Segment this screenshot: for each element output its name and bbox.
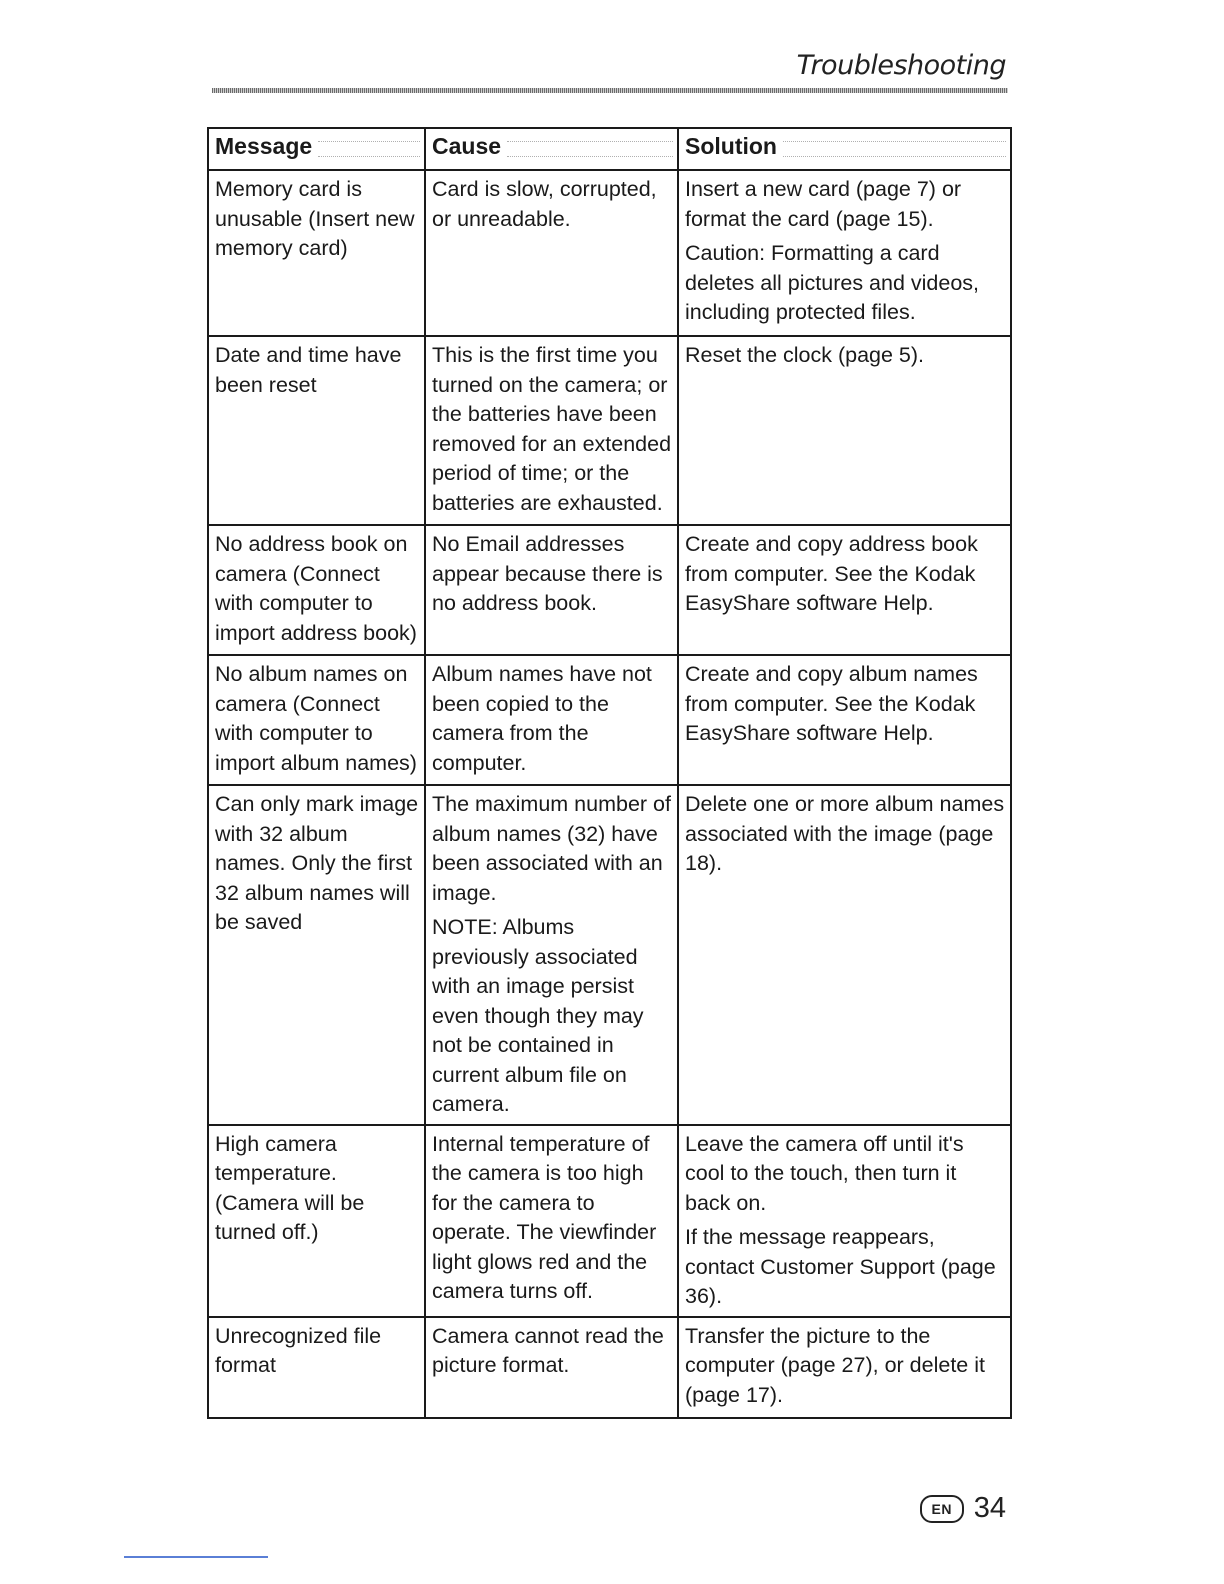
message-cell: Can only mark image with 32 album names. Only the first 32 album names will be saved xyxy=(208,785,425,1125)
table-row xyxy=(208,170,1011,336)
cause-cell: Card is slow, corrupted, or unreadable. xyxy=(425,170,678,336)
table-row xyxy=(208,336,1011,525)
solution-note: If the message reappears, contact Customer Support (page 36). xyxy=(685,1225,996,1308)
cause-cell: Album names have not been copied to the camera from the computer. xyxy=(425,655,678,785)
column-header-solution xyxy=(678,128,1011,170)
header-dots xyxy=(507,141,673,157)
cause-cell xyxy=(425,785,678,1125)
solution-text: Leave the camera off until it's cool to the touch, then turn it back on. xyxy=(685,1131,964,1215)
footer-link-underline xyxy=(124,1556,268,1558)
message-cell: No address book on camera (Connect with computer to import address book) xyxy=(208,525,425,655)
solution-cell: Delete one or more album names associated with the image (page 18). xyxy=(678,785,1011,1125)
header-rule xyxy=(212,88,1008,93)
solution-text: Insert a new card (page 7) or format the card (page 15). xyxy=(685,177,962,231)
solution-cell: Transfer the picture to the computer (page 27), or delete it (page 17). xyxy=(678,1317,1011,1418)
page-number: 34 xyxy=(973,1492,1006,1524)
column-header-message xyxy=(208,128,425,170)
table-row xyxy=(208,785,1011,1125)
column-header-label: Solution xyxy=(685,133,777,159)
cause-text: The maximum number of album names (32) have been associated with an image. xyxy=(432,792,671,905)
table-header-row xyxy=(208,128,1011,170)
column-header-cause xyxy=(425,128,678,170)
message-cell: Date and time have been reset xyxy=(208,336,425,525)
message-cell: Memory card is unusable (Insert new memory card) xyxy=(208,170,425,336)
solution-cell: Reset the clock (page 5). xyxy=(678,336,1011,525)
solution-cell: Create and copy album names from computer. See the Kodak EasyShare software Help. xyxy=(678,655,1011,785)
cause-cell: Camera cannot read the picture format. xyxy=(425,1317,678,1418)
cause-cell: Internal temperature of the camera is too high for the camera to operate. The viewfinder light glows red and the camera turns off. xyxy=(425,1125,678,1317)
table-row xyxy=(208,655,1011,785)
header-dots xyxy=(318,141,420,157)
troubleshooting-table xyxy=(207,127,1012,1419)
column-header-label: Message xyxy=(215,133,313,159)
solution-cell xyxy=(678,1125,1011,1317)
language-badge-icon: EN xyxy=(920,1495,964,1523)
cause-cell: No Email addresses appear because there is no address book. xyxy=(425,525,678,655)
message-cell: Unrecognized file format xyxy=(208,1317,425,1418)
solution-note: Caution: Formatting a card deletes all pictures and videos, including protected files. xyxy=(685,241,980,324)
page-footer xyxy=(920,1492,1006,1525)
table-row xyxy=(208,1125,1011,1317)
header-dots xyxy=(783,141,1006,157)
cause-note: NOTE: Albums previously associated with an image persist even though they may not be contained in current album file on camera. xyxy=(432,915,644,1116)
table-row xyxy=(208,525,1011,655)
column-header-label: Cause xyxy=(432,133,502,159)
table-row xyxy=(208,1317,1011,1418)
solution-cell: Create and copy address book from computer. See the Kodak EasyShare software Help. xyxy=(678,525,1011,655)
message-cell: High camera temperature. (Camera will be turned off.) xyxy=(208,1125,425,1317)
section-title: Troubleshooting xyxy=(796,50,1006,81)
solution-cell xyxy=(678,170,1011,336)
cause-cell: This is the first time you turned on the camera; or the batteries have been removed for an extended period of time; or the batteries are exhausted. xyxy=(425,336,678,525)
message-cell: No album names on camera (Connect with computer to import album names) xyxy=(208,655,425,785)
